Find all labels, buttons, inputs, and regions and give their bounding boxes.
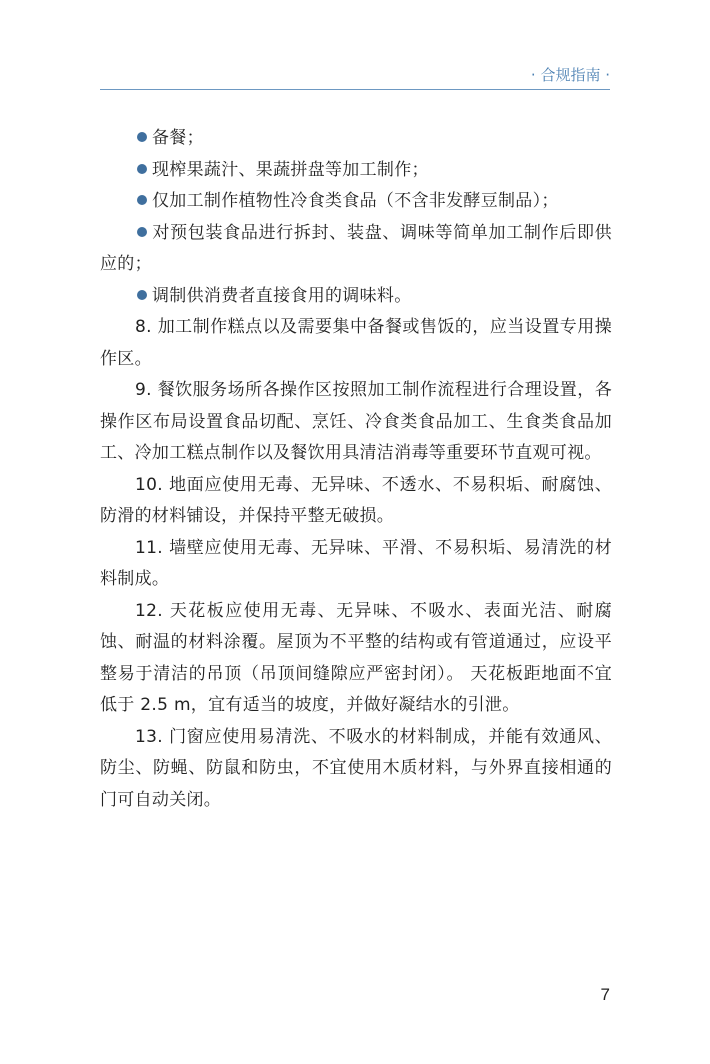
bullet-dot-icon — [137, 290, 147, 300]
bullet-dot-icon — [137, 195, 147, 205]
bullet-item: 备餐； — [100, 123, 612, 155]
page-number: 7 — [600, 985, 610, 1004]
bullet-item: 仅加工制作植物性冷食类食品（不含非发酵豆制品）； — [100, 186, 612, 218]
bullet-item: 现榨果蔬汁、果蔬拼盘等加工制作； — [100, 155, 612, 187]
header-divider — [100, 89, 610, 90]
paragraph-10: 10. 地面应使用无毒、无异味、不透水、不易积垢、耐腐蚀、防滑的材料铺设，并保持平整无破损。 — [100, 474, 612, 526]
paragraph-9: 9. 餐饮服务场所各操作区按照加工制作流程进行合理设置，各操作区布局设置食品切配、烹饪、冷食类食品加工、生食类食品加工、冷加工糕点制作以及餐饮用具清洁消毒等重要环节直观可视。 — [100, 380, 612, 463]
bullet-dot-icon — [137, 132, 147, 142]
bullet-item: 调制供消费者直接食用的调味料。 — [100, 281, 612, 313]
paragraph-8: 8. 加工制作糕点以及需要集中备餐或售饭的，应当设置专用操作区。 — [100, 317, 612, 369]
bullet-item: 对预包装食品进行拆封、装盘、调味等简单加工制作后即供应的； — [100, 222, 612, 274]
bullet-dot-icon — [137, 164, 147, 174]
bullet-dot-icon — [137, 227, 147, 237]
page-body — [100, 123, 612, 816]
paragraph-12: 12. 天花板应使用无毒、无异味、不吸水、表面光洁、耐腐蚀、耐温的材料涂覆。屋顶为不平整的结构或有管道通过，应设平整易于清洁的吊顶（吊顶间缝隙应严密封闭）。 天花板距地面不宜低于 2.5 m，宜有适当的坡度，并做好凝结水的引泄。 — [100, 600, 612, 715]
running-header: · 合规指南 · — [530, 66, 610, 84]
paragraph-11: 11. 墙壁应使用无毒、无异味、平滑、不易积垢、易清洗的材料制成。 — [100, 537, 612, 589]
paragraph-13: 13. 门窗应使用易清洗、不吸水的材料制成，并能有效通风、防尘、防蝇、防鼠和防虫，不宜使用木质材料，与外界直接相通的门可自动关闭。 — [100, 726, 612, 810]
